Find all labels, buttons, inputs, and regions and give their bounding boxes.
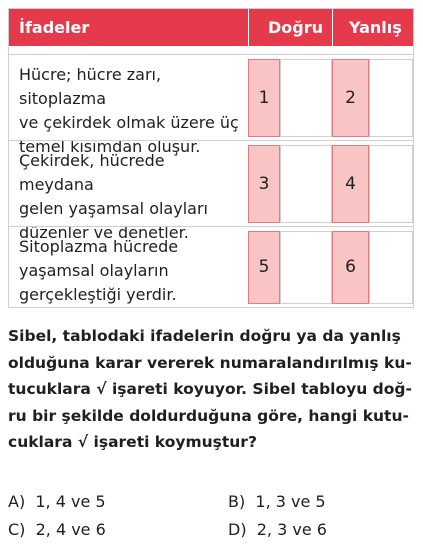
statement-line: gerçekleştiği yerdir. [19, 285, 177, 304]
question-line: cuklara √ işareti koymuştur? [8, 433, 257, 451]
statement-line: Çekirdek, hücrede meydana [19, 151, 165, 194]
statement-line: temel kısımdan oluşur. [19, 137, 201, 156]
false-box-number: 6 [332, 231, 369, 304]
false-check-box[interactable] [369, 231, 413, 304]
statement-line: ve çekirdek olmak üzere üç [19, 113, 239, 132]
statement-text [19, 235, 244, 307]
option-letter: B) [228, 492, 246, 511]
question-text [8, 323, 416, 456]
option-text: 2, 3 ve 6 [256, 520, 327, 539]
true-box-number: 3 [248, 145, 280, 223]
header-statements: İfadeler [19, 18, 90, 37]
option-c[interactable] [8, 520, 106, 539]
true-box-number: 5 [248, 231, 280, 304]
header-divider [332, 9, 333, 46]
true-check-box[interactable] [280, 59, 332, 137]
statement-line: Hücre; hücre zarı, sitoplazma [19, 65, 162, 108]
false-box-number: 2 [332, 59, 369, 137]
option-a[interactable] [8, 492, 106, 511]
statement-line: Sitoplazma hücrede [19, 237, 179, 256]
option-b[interactable] [228, 492, 326, 511]
option-d[interactable] [228, 520, 327, 539]
statements-table [8, 8, 414, 308]
question-line: tucuklara √ işareti koyuyor. Sibel tabloyu doğ- [8, 380, 412, 398]
table-header [9, 9, 413, 46]
statement-line: gelen yaşamsal olayları [19, 199, 208, 218]
statement-line: düzenler ve denetler. [19, 223, 189, 242]
option-text: 1, 3 ve 5 [255, 492, 326, 511]
option-letter: D) [228, 520, 247, 539]
true-box-number: 1 [248, 59, 280, 137]
option-text: 2, 4 ve 6 [35, 520, 106, 539]
question-line: ru bir şekilde doldurduğuna göre, hangi kutu- [8, 406, 409, 425]
true-check-box[interactable] [280, 145, 332, 223]
statement-line: yaşamsal olayların [19, 261, 169, 280]
table-row [9, 54, 413, 156]
true-check-box[interactable] [280, 231, 332, 304]
question-line: olduğuna karar vererek numaralandırılmış ku- [8, 353, 412, 372]
header-divider [248, 9, 249, 46]
false-check-box[interactable] [369, 145, 413, 223]
false-check-box[interactable] [369, 59, 413, 137]
false-box-number: 4 [332, 145, 369, 223]
option-letter: C) [8, 520, 26, 539]
header-false: Yanlış [349, 18, 402, 37]
question-line: Sibel, tablodaki ifadelerin doğru ya da yanlış [8, 327, 401, 345]
table-row [9, 226, 413, 308]
option-letter: A) [8, 492, 26, 511]
table-row [9, 140, 413, 242]
option-text: 1, 4 ve 5 [35, 492, 106, 511]
header-true: Doğru [268, 18, 324, 37]
